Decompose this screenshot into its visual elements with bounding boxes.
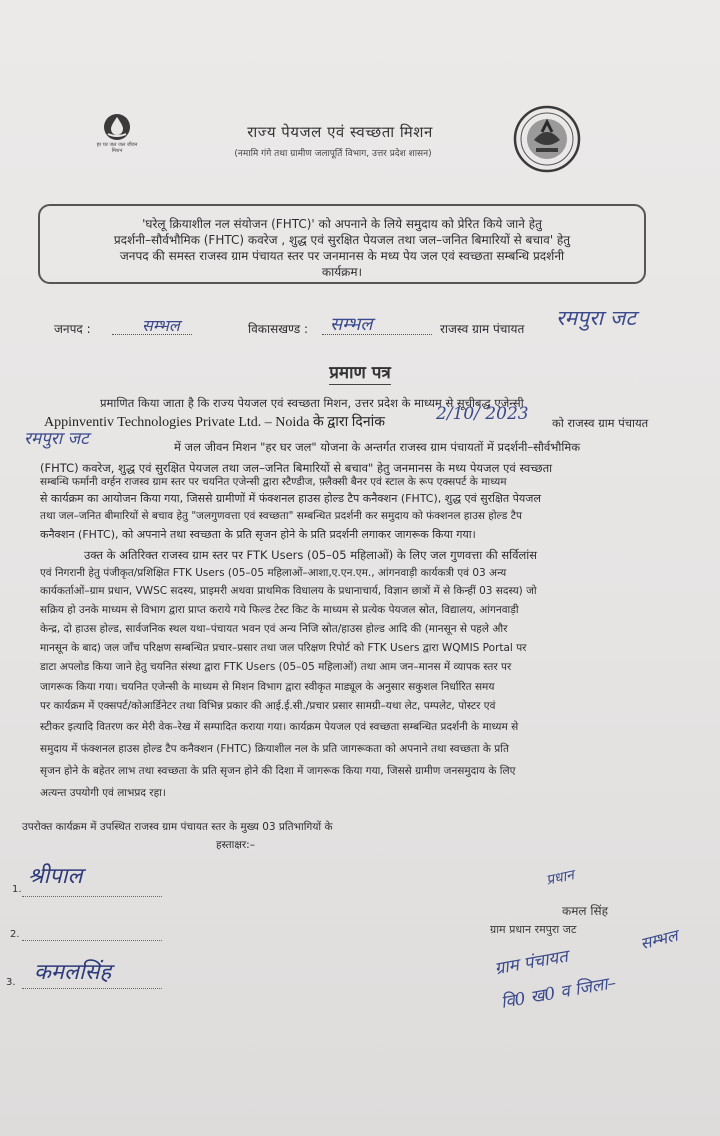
agency-name: Appinventiv Technologies Private Ltd. – Noida के द्वारा दिनांक [44, 415, 385, 430]
block-label: विकासखण्ड : [248, 322, 309, 336]
district-underline [112, 334, 192, 335]
location-fields [54, 306, 704, 346]
signature-number-1: 1. [12, 884, 22, 895]
para2-line: जागरूक किया गया। चयनित एजेन्सी के माध्यम से मिशन विभाग द्वारा स्वीकृत माड्यूल के अनुसार सकुशल निर्धारित समय [40, 681, 495, 693]
certificate-title: प्रमाण पत्र [329, 363, 391, 383]
district-value: सम्भल [142, 316, 180, 335]
stamp-line: ग्राम पंचायत [493, 946, 570, 980]
signatures-heading: हस्ताक्षर:– [216, 839, 255, 851]
stamp-line: वि0 ख0 व जिला– [499, 973, 618, 1013]
para2-line: एवं निगरानी हेतु पंजीकृत/प्रशिक्षित FTK Users (05–05 महिलाओं–आशा,ए.एन.एम., आंगनवाड़ी कार्यकत्री एवं 03 अन्य [40, 567, 507, 579]
gram-handwritten: रमपुरा जट [24, 429, 89, 449]
para2-line: कार्यकर्ताओं–ग्राम प्रधान, VWSC सदस्य, प्राइमरी अथवा प्राथमिक विधालय के प्रधानाचार्य, विज्ञान छात्रों में से किन्हीं 03 सदस्य) जो [40, 585, 537, 597]
mission-title: राज्य पेयजल एवं स्वच्छता मिशन [247, 123, 433, 141]
har-ghar-jal-logo [92, 112, 142, 172]
para2-line: अत्यन्त उपयोगी एवं लाभप्रद रहा। [40, 787, 166, 799]
para1-line: से कार्यक्रम का आयोजन किया गया, जिससे ग्रामीणों में फंक्शनल हाउस होल्ड टैप कनैक्शन (FHTC), शुद्ध एवं सुरक्षित पेयजल [40, 492, 541, 505]
para2-line: उक्त के अतिरिक्त राजस्व ग्राम स्तर पर FTK Users (05–05 महिलाओं) के लिए जल गुणवत्ता की सर्विलांस [84, 548, 538, 562]
para2-line: डाटा अपलोड किया जाने हेतु चयनित संस्था द्वारा FTK Users (05–05 महिलाओं) तथा आम जन–मानस में व्यापक स्तर पर [40, 661, 512, 673]
para2-line: सृजन होने के बहेतर लाभ तथा स्वच्छता के प्रति सृजन होने की दिशा में जागरूक किया गया, जिससे ग्रामीण जनसमुदाय के लिए [40, 765, 516, 777]
para2-line: सक्रिय हो उनके माध्यम से विभाग द्वारा प्राप्त कराये गये फिल्ड टेस्ट किट के माध्यम से प्रत्येक पेयजल स्रोत, विद्यालय, आंगनवाड़ी [40, 604, 519, 616]
banner-line: 'घरेलू क्रियाशील नल संयोजन (FHTC)' को अपनाने के लिये समुदाय को प्रेरित किये जाने हेतु [142, 217, 542, 231]
pradhan-stamp [476, 868, 706, 1018]
stamp-line: प्रधान [544, 867, 576, 889]
emblem-seal-icon [512, 104, 582, 174]
para2-line: स्टीकर इत्यादि वितरण कर मेरी वेक–रेख में सम्पादित कराया गया। कार्यक्रम पेयजल एवं स्वच्छता सम्बन्धित प्रदर्शनी के माध्यम से [40, 721, 519, 733]
para1-gram-text: को राजस्व ग्राम पंचायत [552, 416, 649, 430]
gram-panchayat-value: रमपुरा जट [556, 306, 636, 330]
signature-3: कमलसिंह [34, 960, 112, 985]
district-label: जनपद : [54, 322, 91, 336]
signature-1: श्रीपाल [28, 864, 83, 889]
stamp-line: ग्राम प्रधान रमपुरा जट [490, 923, 577, 936]
signature-line-1 [22, 896, 162, 897]
para2-line: मानसून के बाद) जल जाँच परिक्षण सम्बन्धित प्रचार–प्रसार तथा जल परिक्षण रिपोर्ट को FTK Users द्वारा WQMIS Portal पर [40, 642, 527, 654]
signature-line-2 [22, 940, 162, 941]
block-underline [322, 334, 432, 335]
para1-line: कनैक्शन (FHTC), को अपनाने तथा स्वच्छता के प्रति सृजन होने के प्रति प्रदर्शनी लगाकर जागरूक किया गया। [40, 528, 476, 541]
para2-line: पर कार्यक्रम में एक्सपर्ट/कोआर्डिनेटर तथा विभिन्न प्रकार की आई.ई.सी./प्रचार प्रसार सामग्री–यथा लेट, पम्पलेट, पोस्टर एवं [40, 700, 496, 712]
signature-number-3: 3. [6, 977, 16, 988]
stamp-line: कमल सिंह [562, 904, 608, 918]
mission-subtitle: (नमामि गंगे तथा ग्रामीण जलापूर्ति विभाग, उत्तर प्रदेश शासन) [234, 149, 432, 159]
para1-line: (FHTC) कवरेज, शुद्ध एवं सुरक्षित पेयजल तथा जल–जनित बिमारियों से बचाव" हेतु जनमानस के मध्य पेयजल एवं स्वच्छता [40, 461, 553, 475]
para1-line: में जल जीवन मिशन "हर घर जल" योजना के अन्तर्गत राजस्व ग्राम पंचायतों में प्रदर्शनी–सौर्वभौमिक [174, 440, 581, 454]
program-date: 2/10/ 2023 [436, 404, 529, 424]
block-value: सम्भल [330, 314, 373, 335]
banner-line: प्रदर्शनी–सौर्वभौमिक (FHTC) कवरेज , शुद्ध एवं सुरक्षित पेयजल तथा जल–जनित बिमारियों से बचाव' हेतु [113, 233, 571, 247]
logo-left-caption: हर घर जल जल जीवन मिशन [96, 142, 138, 154]
para2-line: समुदाय में फंक्शनल हाउस होल्ड टैप कनैक्शन (FHTC) क्रियाशील नल के प्रति जागरूकता को अपनाने तथा स्वच्छता के प्रति [40, 743, 509, 755]
para1-line: सम्बन्धि फर्मानी वर्ग्हन राजस्व ग्राम स्तर पर चयनित एजेन्सी द्वारा स्टैण्डीज, फ़्लैक्सी बैनर एवं स्टाल के रूप एक्सपर्ट के माध्यम [40, 476, 507, 488]
program-banner-box [38, 204, 646, 284]
gram-panchayat-label: राजस्व ग्राम पंचायत [440, 322, 525, 336]
para1-line: तथा जल–जनित बीमारियों से बचाव हेतु "जलगुणवत्ता एवं स्वच्छता" सम्बन्धित प्रदर्शनी कर समुदाय को फंक्शनल हाउस होल्ड टैप [40, 510, 523, 522]
banner-line: जनपद की समस्त राजस्व ग्राम पंचायत स्तर पर जनमानस के मध्य पेय जल एवं स्वच्छता सम्बन्धि प्रदर्शनी [119, 249, 565, 263]
stamp-line: सम्भल [638, 925, 680, 954]
para1-line: प्रमाणित किया जाता है कि राज्य पेयजल एवं स्वच्छता मिशन, उत्तर प्रदेश के माध्यम से सूचीबद्ध एजेन्सी [100, 396, 524, 410]
closing-line: उपरोक्त कार्यक्रम में उपस्थित राजस्व ग्राम पंचायत स्तर के मुख्य 03 प्रतिभागियों के [22, 821, 333, 833]
up-government-emblem [512, 104, 582, 174]
signature-number-2: 2. [10, 929, 20, 940]
banner-line: कार्यक्रम। [321, 265, 363, 279]
para2-line: केन्द्र, दो हाउस होल्ड, सार्वजनिक स्थल यथा–पंचायत भवन एवं अन्य निजि स्रोत/हाउस होल्ड आदि की (मानसून से पहले और [40, 623, 508, 635]
water-drop-icon [102, 112, 132, 142]
signature-line-3 [22, 988, 162, 989]
